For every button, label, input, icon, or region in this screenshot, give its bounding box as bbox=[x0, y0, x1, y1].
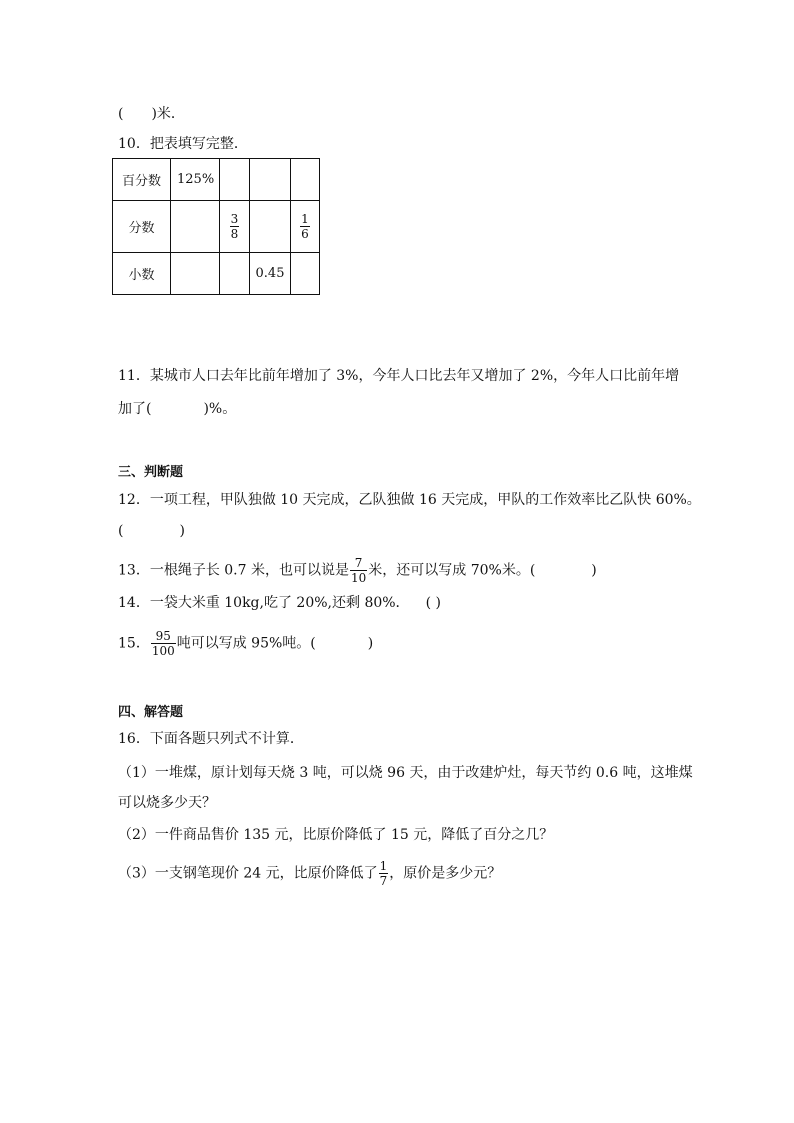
q11-line1: 11．某城市人口去年比前年增加了 3%，今年人口比去年又增加了 2%，今年人口比前年增 bbox=[118, 368, 680, 384]
q14-line bbox=[118, 593, 441, 613]
q16-part3 bbox=[118, 860, 501, 887]
cell-decimal-1 bbox=[171, 253, 220, 295]
cell-fraction-3 bbox=[250, 201, 291, 253]
fraction-1-7: $\frac{1}{7}$ bbox=[379, 859, 388, 888]
q10-prompt: 10．把表填写完整． bbox=[118, 136, 248, 152]
q15-pre: 15． bbox=[118, 635, 150, 652]
q9-open-paren: ( bbox=[118, 106, 124, 122]
row-header-decimal: 小数 bbox=[113, 253, 171, 295]
q16-part1-line2: 可以烧多少天？ bbox=[118, 795, 216, 811]
fraction-1-6: $\frac{1}{6}$ bbox=[301, 212, 309, 241]
q14-text: 14．一袋大米重 10kg,吃了 20%,还剩 80%． bbox=[118, 595, 410, 611]
q9-answer-blank bbox=[118, 104, 185, 124]
cell-fraction-2 bbox=[220, 201, 250, 253]
fraction-3-8: $\frac{3}{8}$ bbox=[230, 212, 239, 241]
q13-pre: 13．一根绳子长 0.7 米，也可以说是 bbox=[118, 562, 349, 579]
q12-line1: 12．一项工程，甲队独做 10 天完成，乙队独做 16 天完成，甲队的工作效率比乙队快 60%。 bbox=[118, 492, 701, 508]
q12-answer-blank bbox=[118, 521, 185, 541]
row-header-percent: 百分数 bbox=[113, 159, 171, 201]
q12-close-paren: ) bbox=[179, 523, 185, 539]
q11-line2-post: )%。 bbox=[203, 401, 237, 417]
q15-close: ) bbox=[367, 635, 374, 652]
q11-line2 bbox=[118, 399, 236, 419]
cell-decimal-3: 0.45 bbox=[250, 253, 291, 295]
cell-percent-4 bbox=[291, 159, 320, 201]
q15-line bbox=[118, 630, 373, 657]
row-header-fraction: 分数 bbox=[113, 201, 171, 253]
q14-bracket: ( ) bbox=[425, 595, 441, 611]
q13-close: ) bbox=[591, 562, 597, 579]
q12-open-paren: ( bbox=[118, 523, 124, 539]
cell-fraction-4 bbox=[291, 201, 320, 253]
fraction-95-100: $\frac{95}{100}$ bbox=[151, 629, 175, 658]
q16-part2: （2）一件商品售价 135 元，比原价降低了 15 元，降低了百分之几？ bbox=[118, 827, 554, 843]
q10-conversion-table bbox=[112, 158, 320, 295]
q16-part3-post: ，原价是多少元？ bbox=[389, 865, 502, 882]
q11-line2-pre: 加了( bbox=[118, 401, 152, 417]
table-row-fraction bbox=[113, 201, 320, 253]
cell-decimal-4 bbox=[291, 253, 320, 295]
cell-percent-2 bbox=[220, 159, 250, 201]
q16-prompt: 16．下面各题只列式不计算． bbox=[118, 731, 304, 747]
cell-percent-3 bbox=[250, 159, 291, 201]
q13-line bbox=[118, 557, 597, 584]
q9-close-unit: )米． bbox=[151, 106, 185, 122]
table-row-decimal bbox=[113, 253, 320, 295]
q13-post: 米，还可以写成 70%米。( bbox=[368, 562, 536, 579]
cell-decimal-2 bbox=[220, 253, 250, 295]
table-row-percent bbox=[113, 159, 320, 201]
q15-post: 吨可以写成 95%吨。( bbox=[176, 635, 316, 652]
cell-fraction-1 bbox=[171, 201, 220, 253]
q16-part1-line1: （1）一堆煤，原计划每天烧 3 吨，可以烧 96 天，由于改建炉灶，每天节约 0.6 吨，这堆煤 bbox=[118, 765, 693, 781]
fraction-7-10: $\frac{7}{10}$ bbox=[350, 556, 367, 585]
section-title-judgement: 三、判断题 bbox=[118, 465, 184, 480]
cell-percent-1: 125% bbox=[171, 159, 220, 201]
q16-part3-pre: （3）一支钢笔现价 24 元，比原价降低了 bbox=[118, 865, 378, 882]
section-title-solutions: 四、解答题 bbox=[118, 705, 184, 720]
